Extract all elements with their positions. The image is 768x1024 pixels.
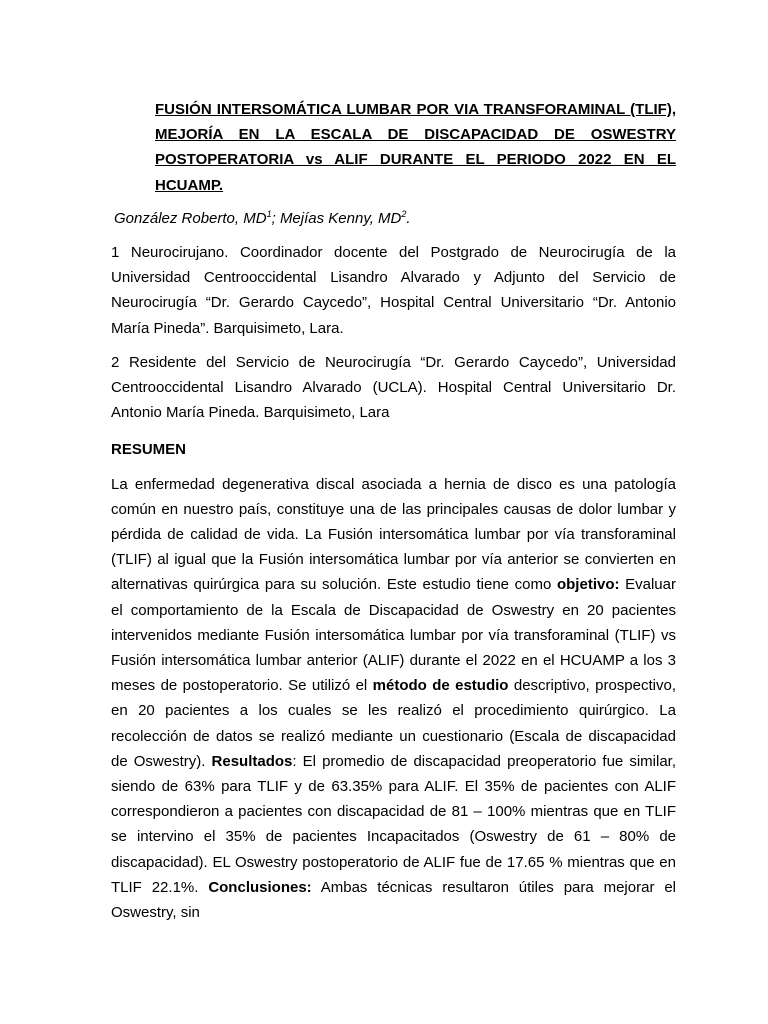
author-2-affiliation-mark: 2 — [401, 208, 407, 219]
abstract-text-metodo: descriptivo, prospectivo, en 20 pacientes a los cuales se les realizó el procedimiento quirúrgico. La recolección de datos se realizó mediante un cuestionario (Escala de discapacidad de Oswestry). — [111, 677, 676, 770]
abstract-label-metodo: método de estudio — [372, 677, 509, 695]
abstract-label-conclusiones: Conclusiones: — [208, 878, 312, 896]
affiliation-1: 1 Neurocirujano. Coordinador docente del Postgrado de Neurocirugía de la Universidad Centrooccidental Lisandro Alvarado y Adjunto del Servicio de Neurocirugía “Dr. Gerardo Caycedo”, Hospital Central Universitario “Dr. Antonio María Pineda”. Barquisimeto, Lara. — [111, 244, 676, 337]
abstract-text-objetivo: Evaluar el comportamiento de la Escala de Discapacidad de Oswestry en 20 pacientes intervenidos mediante Fusión intersomática lumbar por vía transforaminal (TLIF) vs Fusión intersomática lumbar anterior (ALIF) durante el 2022 en el HCUAMP a los 3 meses de postoperatorio. Se utilizó el — [111, 576, 676, 695]
abstract-text-resultados: : El promedio de discapacidad preoperatorio fue similar, siendo de 63% para TLIF y de 63.35% para ALIF. El 35% de pacientes con ALIF correspondieron a pacientes con discapacidad de 81 – 100% mientras que en TLIF se intervino el 35% de pacientes Incapacitados (Oswestry de 61 – 80% de discapacidad). EL Oswestry postoperatorio de ALIF fue de 17.65 % mientras que en TLIF 22.1%. — [111, 752, 677, 896]
section-heading-resumen: RESUMEN — [111, 441, 187, 459]
author-line-end: . — [406, 209, 411, 227]
author-separator: ; — [271, 209, 280, 227]
abstract-label-resultados: Resultados — [211, 752, 293, 770]
abstract-label-objetivo: objetivo: — [556, 576, 620, 594]
abstract-paragraph — [111, 472, 676, 926]
document-page — [111, 97, 676, 925]
author-2: Mejías Kenny, MD — [279, 209, 402, 227]
abstract-text-intro: La enfermedad degenerativa discal asociada a hernia de disco es una patología común en nuestro país, constituye una de las principales causas de dolor lumbar y pérdida de calidad de vida. La Fusión intersomática lumbar por vía transforaminal (TLIF) al igual que la Fusión intersomática lumbar por vía anterior se convierten en alternativas quirúrgica para su solución. Este estudio tiene como — [111, 475, 676, 594]
author-1-affiliation-mark: 1 — [266, 208, 272, 219]
author-1: González Roberto, MD — [114, 209, 267, 227]
author-line — [114, 206, 676, 231]
abstract-text-conclusiones: Ambas técnicas resultaron útiles para mejorar el Oswestry, sin — [111, 878, 676, 922]
affiliation-2: 2 Residente del Servicio de Neurocirugía “Dr. Gerardo Caycedo”, Universidad Centrooccidental Lisandro Alvarado (UCLA). Hospital Central Universitario Dr. Antonio María Pineda. Barquisimeto, Lara — [111, 353, 676, 422]
document-title: FUSIÓN INTERSOMÁTICA LUMBAR POR VIA TRANSFORAMINAL (TLIF), MEJORÍA EN LA ESCALA DE DISCAPACIDAD DE OSWESTRY POSTOPERATORIA vs ALIF DURANTE EL PERIODO 2022 EN EL HCUAMP. — [155, 101, 676, 194]
